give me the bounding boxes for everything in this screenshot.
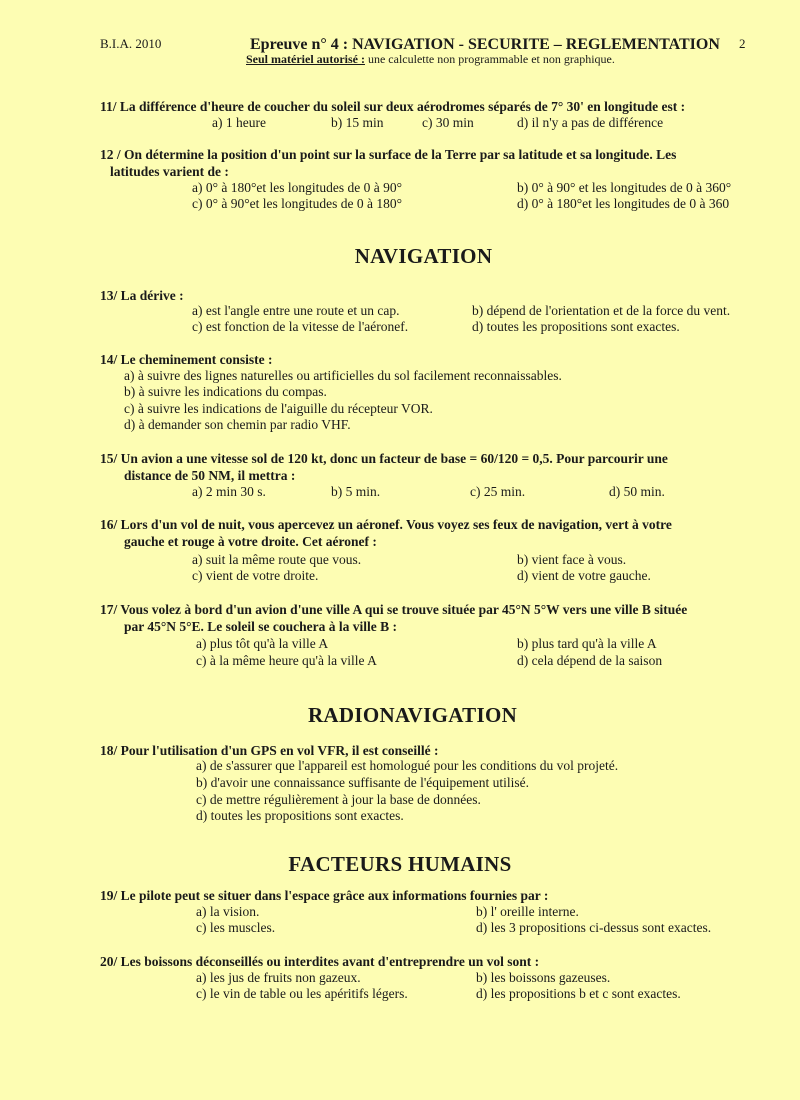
q14-option-d: d) à demander son chemin par radio VHF. xyxy=(124,417,351,432)
question-12-line-1: 12 / On détermine la position d'un point sur la surface de la Terre par sa latitude et sa longitude. Les xyxy=(100,147,677,162)
q14-option-b: b) à suivre les indications du compas. xyxy=(124,384,327,399)
q11-option-a: a) 1 heure xyxy=(212,115,266,130)
section-facteurs-humains: FACTEURS HUMAINS xyxy=(288,852,512,876)
section-navigation: NAVIGATION xyxy=(354,244,493,268)
q14-option-a: a) à suivre des lignes naturelles ou artificielles du sol facilement reconnaissables. xyxy=(124,368,562,383)
question-13: 13/ La dérive : xyxy=(100,288,184,303)
question-15 xyxy=(100,450,668,484)
q17-option-d: d) cela dépend de la saison xyxy=(517,653,663,668)
question-14: 14/ Le cheminement consiste : xyxy=(100,352,273,367)
q13-option-c: c) est fonction de la vitesse de l'aéronef. xyxy=(192,319,409,334)
q19-option-b: b) l' oreille interne. xyxy=(476,904,579,919)
question-12-line-2: latitudes varient de : xyxy=(110,164,229,179)
q20-option-b: b) les boissons gazeuses. xyxy=(476,970,611,985)
q11-option-d: d) il n'y a pas de différence xyxy=(517,115,664,130)
q20-option-d: d) les propositions b et c sont exactes. xyxy=(476,986,681,1001)
question-19: 19/ Le pilote peut se situer dans l'espace grâce aux informations fournies par : xyxy=(100,888,549,903)
q20-option-c: c) le vin de table ou les apéritifs légers. xyxy=(196,986,408,1001)
q20-option-a: a) les jus de fruits non gazeux. xyxy=(196,970,361,985)
q15-option-b: b) 5 min. xyxy=(331,484,381,499)
q18-option-a: a) de s'assurer que l'appareil est homologué pour les conditions du vol projeté. xyxy=(196,758,619,773)
q12-option-c: c) 0° à 90°et les longitudes de 0 à 180° xyxy=(192,196,403,211)
q13-option-d: d) toutes les propositions sont exactes. xyxy=(472,319,680,334)
q12-option-b: b) 0° à 90° et les longitudes de 0 à 360° xyxy=(517,180,732,195)
q16-option-a: a) suit la même route que vous. xyxy=(192,552,362,567)
q18-option-d: d) toutes les propositions sont exactes. xyxy=(196,808,404,823)
question-12 xyxy=(100,146,676,180)
question-18: 18/ Pour l'utilisation d'un GPS en vol VFR, il est conseillé : xyxy=(100,743,439,758)
section-radionavigation: RADIONAVIGATION xyxy=(307,703,518,727)
question-15-line-2: distance de 50 NM, il mettra : xyxy=(124,468,296,483)
q18-option-c: c) de mettre régulièrement à jour la base de données. xyxy=(196,792,481,807)
q15-option-d: d) 50 min. xyxy=(609,484,665,499)
q15-option-a: a) 2 min 30 s. xyxy=(192,484,266,499)
header-left: B.I.A. 2010 xyxy=(100,36,162,51)
q12-option-d: d) 0° à 180°et les longitudes de 0 à 360 xyxy=(517,196,730,211)
q16-option-b: b) vient face à vous. xyxy=(517,552,627,567)
question-17 xyxy=(100,601,687,635)
q16-option-c: c) vient de votre droite. xyxy=(192,568,319,583)
question-11: 11/ La différence d'heure de coucher du soleil sur deux aérodromes séparés de 7° 30' en longitude est : xyxy=(100,99,686,114)
question-20: 20/ Les boissons déconseillés ou interdites avant d'entreprendre un vol sont : xyxy=(100,954,540,969)
question-17-line-2: par 45°N 5°E. Le soleil se couchera à la ville B : xyxy=(124,619,398,634)
q13-option-b: b) dépend de l'orientation et de la force du vent. xyxy=(472,303,731,318)
question-15-line-1: 15/ Un avion a une vitesse sol de 120 kt, donc un facteur de base = 60/120 = 0,5. Pour parcourir une xyxy=(100,451,668,466)
q17-option-b: b) plus tard qu'à la ville A xyxy=(517,636,657,651)
page-title: Epreuve n° 4 : NAVIGATION - SECURITE – REGLEMENTATION xyxy=(250,36,720,53)
material-label: Seul matériel autorisé : xyxy=(246,52,365,66)
q19-option-a: a) la vision. xyxy=(196,904,260,919)
q19-option-d: d) les 3 propositions ci-dessus sont exactes. xyxy=(476,920,712,935)
q16-option-d: d) vient de votre gauche. xyxy=(517,568,651,583)
q19-option-c: c) les muscles. xyxy=(196,920,276,935)
q17-option-c: c) à la même heure qu'à la ville A xyxy=(196,653,377,668)
question-17-line-1: 17/ Vous volez à bord d'un avion d'une ville A qui se trouve située par 45°N 5°W vers une ville B située xyxy=(100,602,688,617)
q14-option-c: c) à suivre les indications de l'aiguille du récepteur VOR. xyxy=(124,401,433,416)
material-note xyxy=(246,52,615,67)
question-16-line-2: gauche et rouge à votre droite. Cet aéronef : xyxy=(124,534,377,549)
question-16 xyxy=(100,516,672,550)
page-number: 2 xyxy=(739,36,746,51)
q15-option-c: c) 25 min. xyxy=(470,484,526,499)
q12-option-a: a) 0° à 180°et les longitudes de 0 à 90° xyxy=(192,180,403,195)
material-text: une calculette non programmable et non graphique. xyxy=(364,52,615,66)
q13-option-a: a) est l'angle entre une route et un cap. xyxy=(192,303,400,318)
q11-option-b: b) 15 min xyxy=(331,115,384,130)
q17-option-a: a) plus tôt qu'à la ville A xyxy=(196,636,329,651)
question-16-line-1: 16/ Lors d'un vol de nuit, vous apercevez un aéronef. Vous voyez ses feux de navigation, vert à votre xyxy=(100,517,672,532)
q18-option-b: b) d'avoir une connaissance suffisante de l'équipement utilisé. xyxy=(196,775,530,790)
q11-option-c: c) 30 min xyxy=(422,115,474,130)
